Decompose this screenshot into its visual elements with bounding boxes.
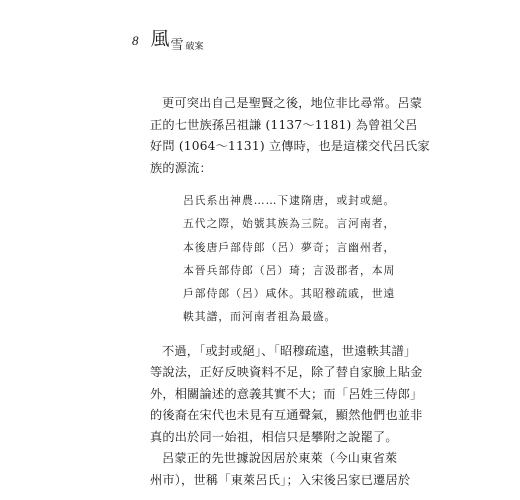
quote-line: 本晉兵部侍郎（呂）琦；言汲郡者，本周 <box>183 263 396 277</box>
page-number: 8 <box>132 33 139 48</box>
text-line: 族的源流： <box>150 160 212 175</box>
quote-line: 戶部侍郎（呂）咸休。其昭穆疏戚，世遠 <box>183 287 396 301</box>
book-title-char-2: 雪 <box>170 38 184 53</box>
paragraph-2 <box>150 341 423 449</box>
text-line: 真的出於同一始祖，相信只是攀附之說罷了。 <box>150 429 398 444</box>
text-line: 不過，「或封或絕」、「昭穆疏遠，世遠軼其譜」 <box>162 343 417 358</box>
block-quote <box>183 189 396 329</box>
text-line: 州市），世稱「東萊呂氏」；入宋後呂家已遷居於 <box>150 472 411 487</box>
quote-line: 本後唐戶部侍郎（呂）夢奇；言幽州者， <box>183 240 396 254</box>
page-body <box>150 93 430 491</box>
text-line: 外，相關論述的意義其實不大；而「呂姓三侍郎」 <box>150 386 423 401</box>
quote-line: 五代之際，始號其族為三院。言河南者， <box>183 217 396 231</box>
page-header <box>132 24 204 52</box>
quote-line: 呂氏系出神農……下逮隋唐，或封或絕。 <box>183 194 396 207</box>
quote-line: 軼其譜，而河南者祖為最盛。 <box>183 310 337 324</box>
paragraph-1 <box>150 93 430 179</box>
text-line: 好問 (1064～1131) 立傳時，也是這樣交代呂氏家 <box>150 139 430 153</box>
text-line: 的後裔在宋代也未見有互通聲氣，顯然他們也並非 <box>150 408 423 423</box>
text-line: 更可突出自己是聖賢之後，地位非比尋常。呂蒙 <box>162 96 423 110</box>
text-line: 正的七世族孫呂祖謙 (1137～1181) 為曾祖父呂 <box>150 117 418 132</box>
text-line: 呂蒙正的先世據說因居於東萊（今山東省萊 <box>162 451 398 466</box>
paragraph-3 <box>150 448 411 491</box>
book-title-char-1: 風 <box>150 28 171 50</box>
text-line: 等說法，正好反映資料不足，除了替自家臉上貼金 <box>150 365 423 380</box>
book-title-char-3: 破案 <box>185 42 204 52</box>
